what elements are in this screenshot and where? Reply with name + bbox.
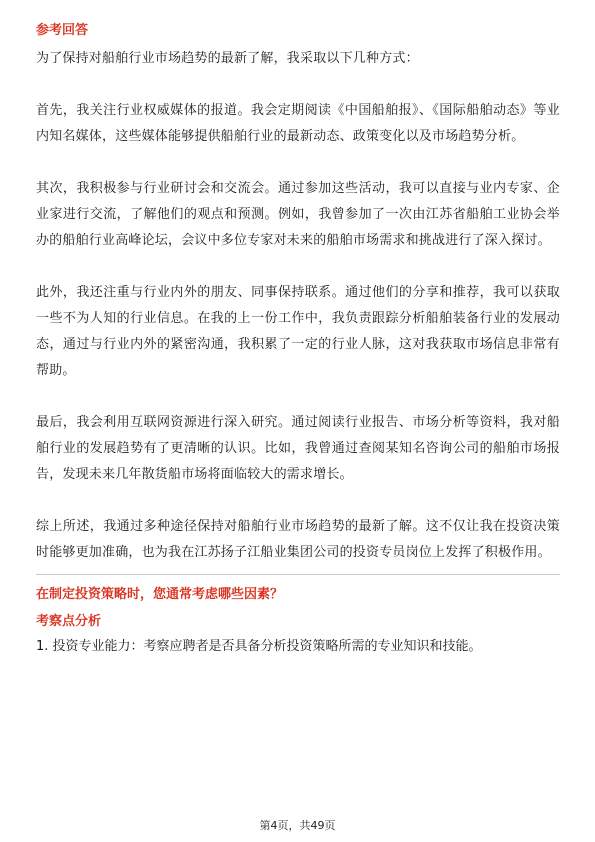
answer-intro: 为了保持对船舶行业市场趋势的最新了解，我采取以下几种方式： [36, 51, 419, 66]
spacer [36, 254, 560, 280]
answer-paragraph-2: 其次，我积极参与行业研讨会和交流会。通过参加这些活动，我可以直接与业内专家、企业家进行交流，了解他们的观点和预测。例如，我曾参加了一次由江苏省船舶工业协会举办的船舶行业高峰论坛，会议中多位专家对未来的船舶市场需求和挑战进行了深入探讨。 [36, 181, 560, 248]
answer-paragraph-4: 最后，我会利用互联网资源进行深入研究。通过阅读行业报告、市场分析等资料，我对船舶行业的发展趋势有了更清晰的认识。比如，我曾通过查阅某知名咨询公司的船舶市场报告，发现未来几年散货船市场将面临较大的需求增长。 [36, 415, 560, 482]
analysis-heading: 考察点分析 [36, 614, 102, 629]
document-page [36, 22, 560, 657]
section-divider [36, 574, 560, 575]
answer-heading: 参考回答 [36, 23, 89, 38]
spacer [36, 384, 560, 410]
answer-summary: 综上所述，我通过多种途径保持对船舶行业市场趋势的最新了解。这不仅让我在投资决策时能够更加准确，也为我在江苏扬子江船业集团公司的投资专员岗位上发挥了积极作用。 [36, 519, 560, 560]
page-number: 第4页，共49页 [259, 819, 336, 832]
analysis-item: 1. 投资专业能力：考察应聘者是否具备分析投资策略所需的专业知识和技能。 [36, 639, 482, 654]
spacer [36, 488, 560, 514]
spacer [36, 72, 560, 98]
answer-paragraph-1: 首先，我关注行业权威媒体的报道。我会定期阅读《中国船舶报》、《国际船舶动态》等业内知名媒体，这些媒体能够提供船舶行业的最新动态、政策变化以及市场趋势分析。 [36, 103, 560, 144]
spacer [36, 150, 560, 176]
question-title: 在制定投资策略时，您通常考虑哪些因素？ [36, 587, 284, 602]
answer-paragraph-3: 此外，我还注重与行业内外的朋友、同事保持联系。通过他们的分享和推荐，我可以获取一些不为人知的行业信息。在我的上一份工作中，我负责跟踪分析船舶装备行业的发展动态，通过与行业内外的紧密沟通，我积累了一定的行业人脉，这对我获取市场信息非常有帮助。 [36, 285, 560, 378]
